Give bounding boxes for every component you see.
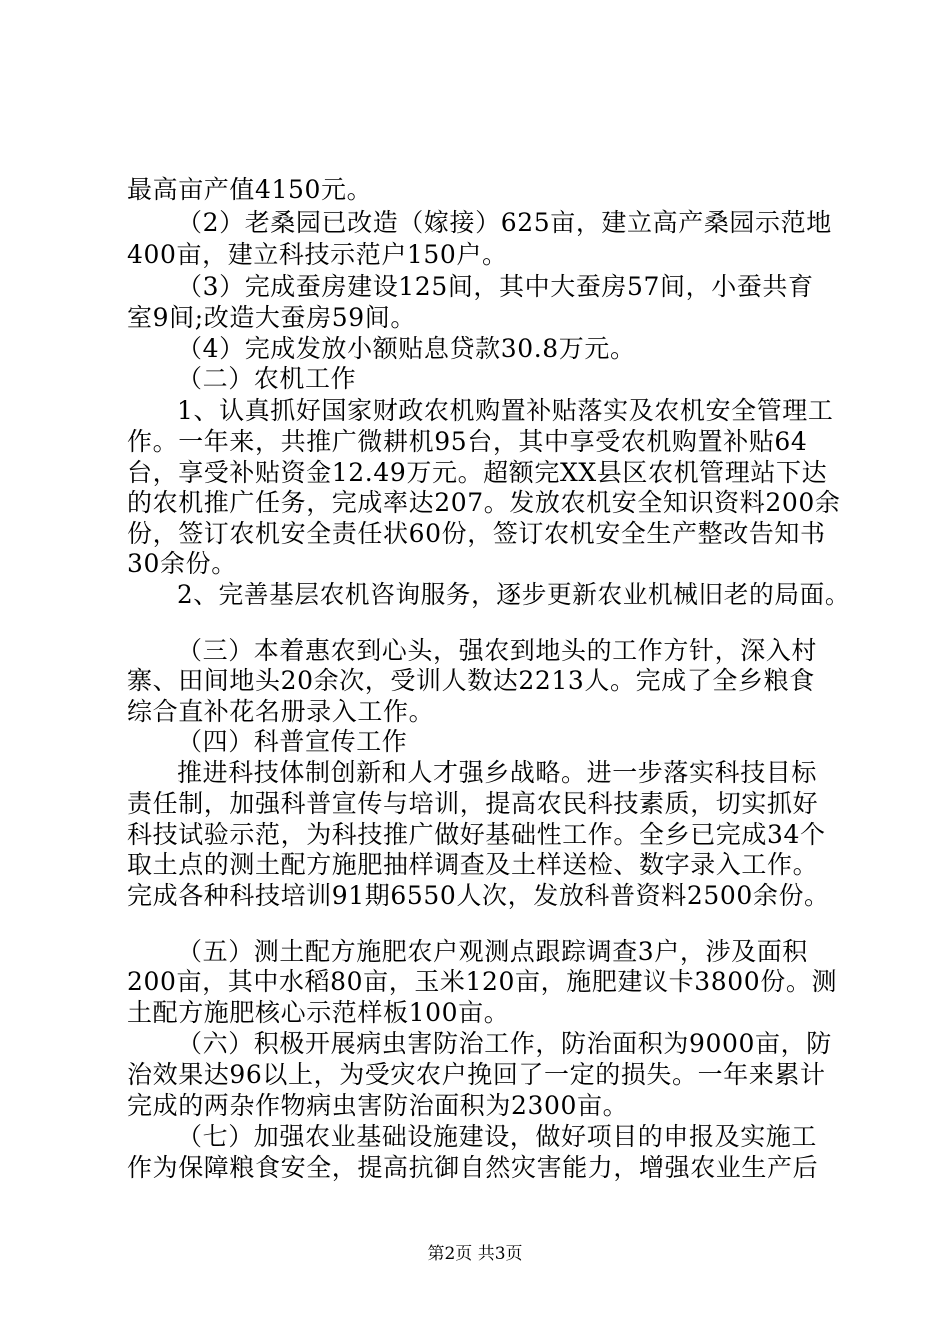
text-line: 寨、田间地头20余次，受训人数达2213人。完成了全乡粮食 bbox=[127, 666, 815, 695]
text-line: 作。一年来，共推广微耕机95台，其中享受农机购置补贴64 bbox=[127, 427, 808, 456]
text-line: 责任制，加强科普宣传与培训，提高农民科技素质，切实抓好 bbox=[127, 789, 819, 818]
text-line: 推进科技体制创新和人才强乡战略。进一步落实科技目标 bbox=[177, 758, 818, 787]
text-line: 科技试验示范，为科技推广做好基础性工作。全乡已完成34个 bbox=[127, 820, 826, 849]
text-line: 作为保障粮食安全，提高抗御自然灾害能力，增强农业生产后 bbox=[127, 1153, 819, 1182]
section-heading: （二）农机工作 bbox=[177, 364, 357, 393]
text-line: （三）本着惠农到心头，强农到地头的工作方针，深入村 bbox=[177, 636, 818, 665]
text-line: 200亩，其中水稻80亩，玉米120亩，施肥建议卡3800份。测 bbox=[127, 967, 838, 996]
text-line: 室9间;改造大蚕房59间。 bbox=[127, 303, 416, 332]
text-line: （2）老桑园已改造（嫁接）625亩，建立高产桑园示范地 bbox=[177, 208, 832, 237]
page-number-footer: 第2页 共3页 bbox=[427, 1244, 523, 1264]
text-line: 完成的两杂作物病虫害防治面积为2300亩。 bbox=[127, 1091, 629, 1120]
text-line: 取土点的测土配方施肥抽样调查及土样送检、数字录入工作。 bbox=[127, 850, 819, 879]
section-heading: （四）科普宣传工作 bbox=[177, 727, 408, 756]
text-line: 的农机推广任务，完成率达207。发放农机安全知识资料200余 bbox=[127, 488, 841, 517]
text-line: 30余份。 bbox=[127, 549, 237, 578]
text-line: 治效果达96以上，为受灾农户挽回了一定的损失。一年来累计 bbox=[127, 1060, 826, 1089]
text-line: （七）加强农业基础设施建设，做好项目的申报及实施工 bbox=[177, 1122, 818, 1151]
text-line: 综合直补花名册录入工作。 bbox=[127, 697, 435, 726]
text-line: （五）测土配方施肥农户观测点跟踪调查3户，涉及面积 bbox=[177, 937, 808, 966]
text-line: （六）积极开展病虫害防治工作，防治面积为9000亩，防 bbox=[177, 1029, 832, 1058]
text-line: 400亩，建立科技示范户150户。 bbox=[127, 240, 508, 269]
text-line: （4）完成发放小额贴息贷款30.8万元。 bbox=[177, 334, 636, 363]
text-line: 2、完善基层农机咨询服务，逐步更新农业机械旧老的局面。 bbox=[177, 580, 851, 609]
text-line: 最高亩产值4150元。 bbox=[127, 175, 373, 204]
text-line: 土配方施肥核心示范样板100亩。 bbox=[127, 998, 510, 1027]
text-line: （3）完成蚕房建设125间，其中大蚕房57间，小蚕共育 bbox=[177, 272, 814, 301]
text-line: 完成各种科技培训91期6550人次，发放科普资料2500余份。 bbox=[127, 881, 830, 910]
text-line: 1、认真抓好国家财政农机购置补贴落实及农机安全管理工 bbox=[177, 396, 834, 425]
text-line: 份，签订农机安全责任状60份，签订农机安全生产整改告知书 bbox=[127, 519, 826, 548]
text-line: 台，享受补贴资金12.49万元。超额完XX县区农机管理站下达 bbox=[127, 458, 828, 487]
